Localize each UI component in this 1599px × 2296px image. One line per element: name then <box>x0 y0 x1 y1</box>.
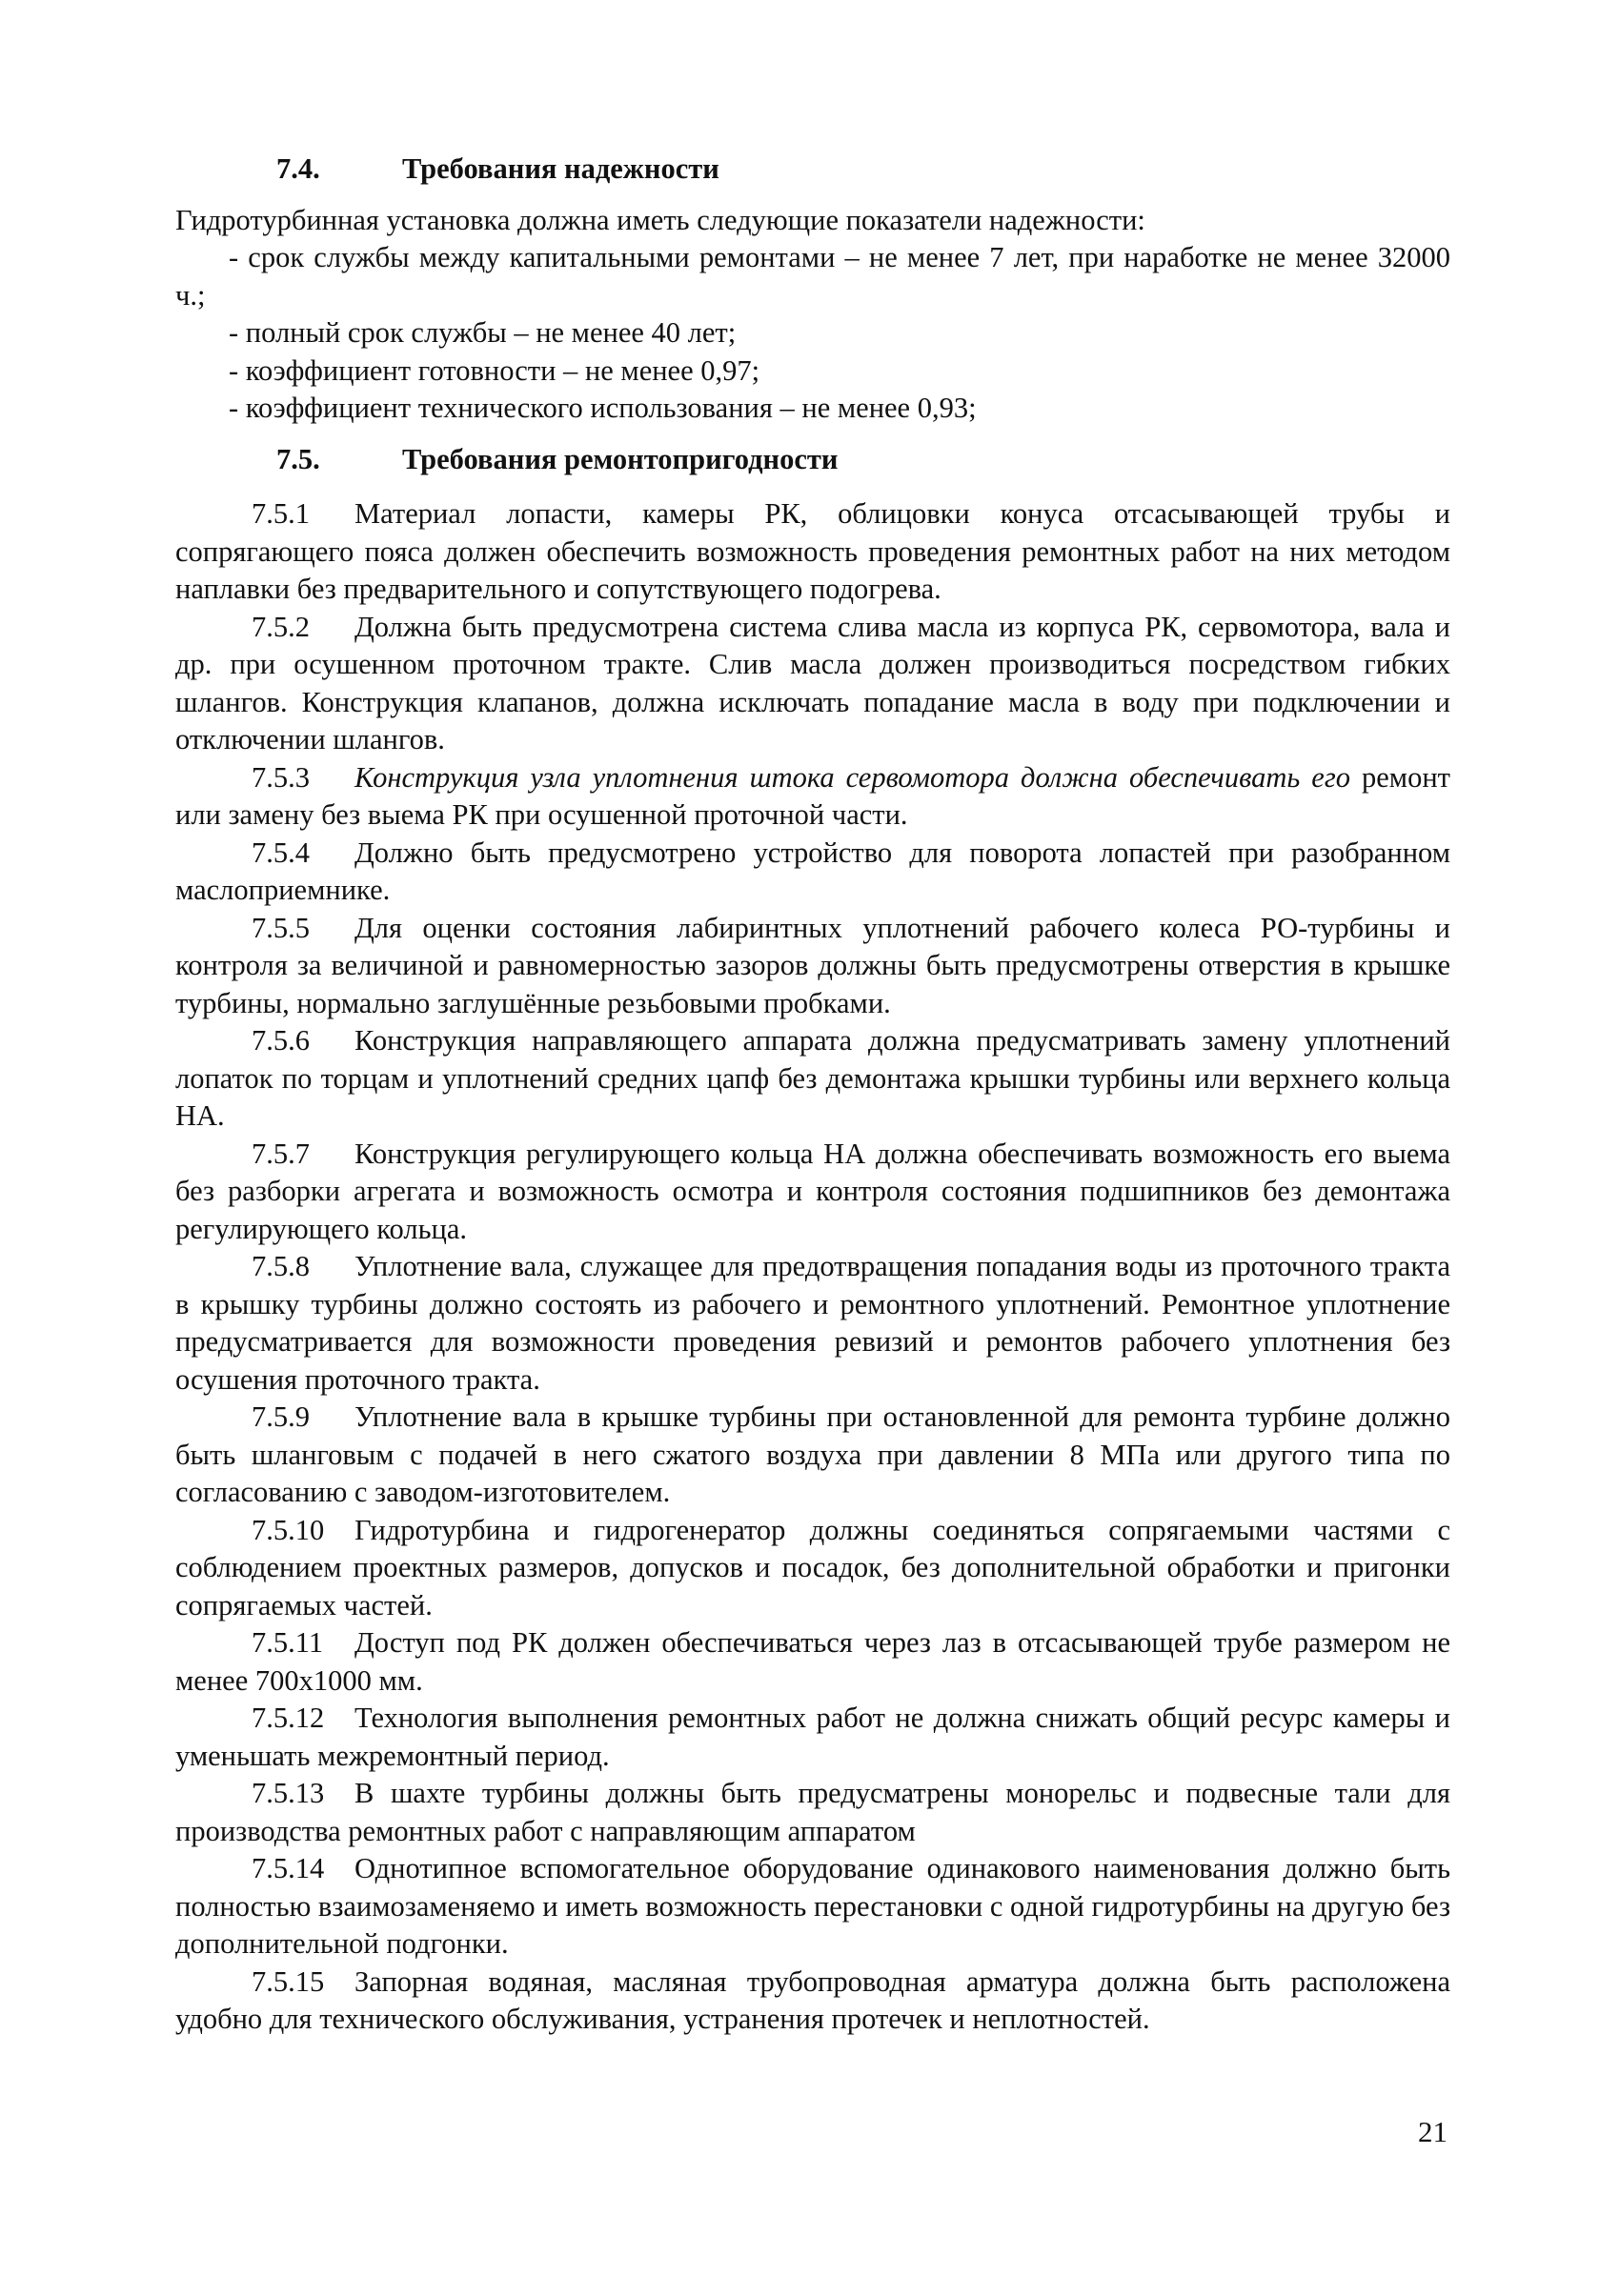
clause-7-5-13 <box>175 1775 1450 1850</box>
section-number: 7.5. <box>276 442 320 475</box>
clause-7-5-1 <box>175 495 1450 609</box>
clause-number: 7.5.13 <box>252 1777 325 1809</box>
page-number: 21 <box>1418 2115 1447 2148</box>
clause-number: 7.5.4 <box>252 836 310 869</box>
clause-text: Материал лопасти, камеры РК, облицовки конуса отсасывающей трубы и сопрягающего пояса должен обеспечить возможность проведения ремонтных работ на них методом наплавки без предварительного и сопутствующего подогрева. <box>175 497 1450 605</box>
clause-text: Уплотнение вала, служащее для предотвращения попадания воды из проточного тракта в крышку турбины должно состоять из рабочего и ремонтного уплотнений. Ремонтное уплотнение предусматривается для возможности проведения ревизий и ремонтов рабочего уплотнения без осушения проточного тракта. <box>175 1250 1450 1396</box>
section-number: 7.4. <box>276 152 320 185</box>
clause-text: Должна быть предусмотрена система слива масла из корпуса РК, сервомотора, вала и др. при осушенном проточном тракте. Слив масла должен производиться посредством гибких шлангов. Конструкция клапанов, должна исключать попадание масла в воду при подключении и отключении шлангов. <box>175 610 1450 755</box>
clause-number: 7.5.5 <box>252 911 310 944</box>
page-content <box>175 151 1450 2039</box>
list-item: - коэффициент готовности – не менее 0,97; <box>229 353 760 387</box>
clause-text: Запорная водяная, масляная трубопроводная арматура должна быть расположена удобно для технического обслуживания, устранения протечек и неплотностей. <box>175 1964 1450 2035</box>
clause-7-5-12 <box>175 1700 1450 1775</box>
clause-number: 7.5.15 <box>252 1964 325 1998</box>
clause-number: 7.5.6 <box>252 1024 310 1057</box>
section-heading-7-5 <box>175 441 1450 479</box>
clause-number: 7.5.8 <box>252 1250 310 1282</box>
list-item: - срок службы между капитальными ремонтами – не менее 7 лет, при наработке не менее 32000 ч.; <box>175 241 1450 312</box>
clause-number: 7.5.9 <box>252 1400 310 1433</box>
clause-number: 7.5.2 <box>252 610 310 643</box>
section-heading-7-4 <box>175 151 1450 189</box>
clause-number: 7.5.11 <box>252 1626 324 1659</box>
section-title: Требования надежности <box>402 152 719 185</box>
clause-text-italic: Конструкция узла уплотнения штока сервомотора должна обеспечивать его <box>354 760 1350 794</box>
clause-7-5-10 <box>175 1512 1450 1625</box>
clause-number: 7.5.14 <box>252 1852 325 1884</box>
clause-7-5-3 <box>175 759 1450 835</box>
section-title: Требования ремонтопригодности <box>402 442 839 475</box>
list-item: - коэффициент технического использования – не менее 0,93; <box>229 392 977 424</box>
clause-7-5-15 <box>175 1964 1450 2039</box>
clause-number: 7.5.3 <box>252 760 310 794</box>
clause-text: Конструкция регулирующего кольца НА должна обеспечивать возможность его выема без разборки агрегата и возможность осмотра и контроля состояния подшипников без демонтажа регулирующего кольца. <box>175 1137 1450 1245</box>
clause-text: Уплотнение вала в крышке турбины при остановленной для ремонта турбине должно быть шланговым с подачей в него сжатого воздуха при давлении 8 МПа или другого типа по согласованию с заводом-изготовителем. <box>175 1400 1450 1508</box>
clause-text: Конструкция направляющего аппарата должна предусматривать замену уплотнений лопаток по торцам и уплотнений средних цапф без демонтажа крышки турбины или верхнего кольца НА. <box>175 1024 1450 1132</box>
clause-text: Однотипное вспомогательное оборудование одинакового наименования должно быть полностью взаимозаменяемо и иметь возможность перестановки с одной гидротурбины на другую без дополнительной подгонки. <box>175 1852 1450 1960</box>
clause-7-5-5 <box>175 910 1450 1023</box>
clause-7-5-4 <box>175 835 1450 910</box>
clause-7-5-9 <box>175 1399 1450 1512</box>
clause-text: Доступ под РК должен обеспечиваться через лаз в отсасывающей трубе размером не менее 700x1000 мм. <box>175 1626 1450 1697</box>
list-item: - полный срок службы – не менее 40 лет; <box>229 316 737 349</box>
section-intro: Гидротурбинная установка должна иметь следующие показатели надежности: <box>175 203 1145 236</box>
clause-text: Гидротурбина и гидрогенератор должны соединяться сопрягаемыми частями с соблюдением проектных размеров, допусков и посадок, без дополнительной обработки и пригонки сопрягаемых частей. <box>175 1513 1450 1621</box>
clause-7-5-8 <box>175 1248 1450 1399</box>
clause-7-5-14 <box>175 1850 1450 1964</box>
clause-text: ремонт или замену без выема РК при осушенной проточной части. <box>175 760 1450 831</box>
clause-number: 7.5.10 <box>252 1513 325 1546</box>
clause-number: 7.5.1 <box>252 497 310 530</box>
clause-7-5-7 <box>175 1136 1450 1249</box>
clause-text: Для оценки состояния лабиринтных уплотнений рабочего колеса РО-турбины и контроля за величиной и равномерностью зазоров должны быть предусмотрены отверстия в крышке турбины, нормально заглушённые резьбовыми пробками. <box>175 911 1450 1019</box>
clause-7-5-11 <box>175 1624 1450 1700</box>
clause-text: Технология выполнения ремонтных работ не должна снижать общий ресурс камеры и уменьшать межремонтный период. <box>175 1702 1450 1772</box>
clause-text: В шахте турбины должны быть предусматрены монорельс и подвесные тали для производства ремонтных работ с направляющим аппаратом <box>175 1777 1450 1847</box>
clause-number: 7.5.7 <box>252 1137 310 1170</box>
clause-7-5-6 <box>175 1022 1450 1136</box>
clause-text: Должно быть предусмотрено устройство для поворота лопастей при разобранном маслоприемнике. <box>175 836 1450 906</box>
clause-7-5-2 <box>175 609 1450 759</box>
clause-number: 7.5.12 <box>252 1702 325 1734</box>
